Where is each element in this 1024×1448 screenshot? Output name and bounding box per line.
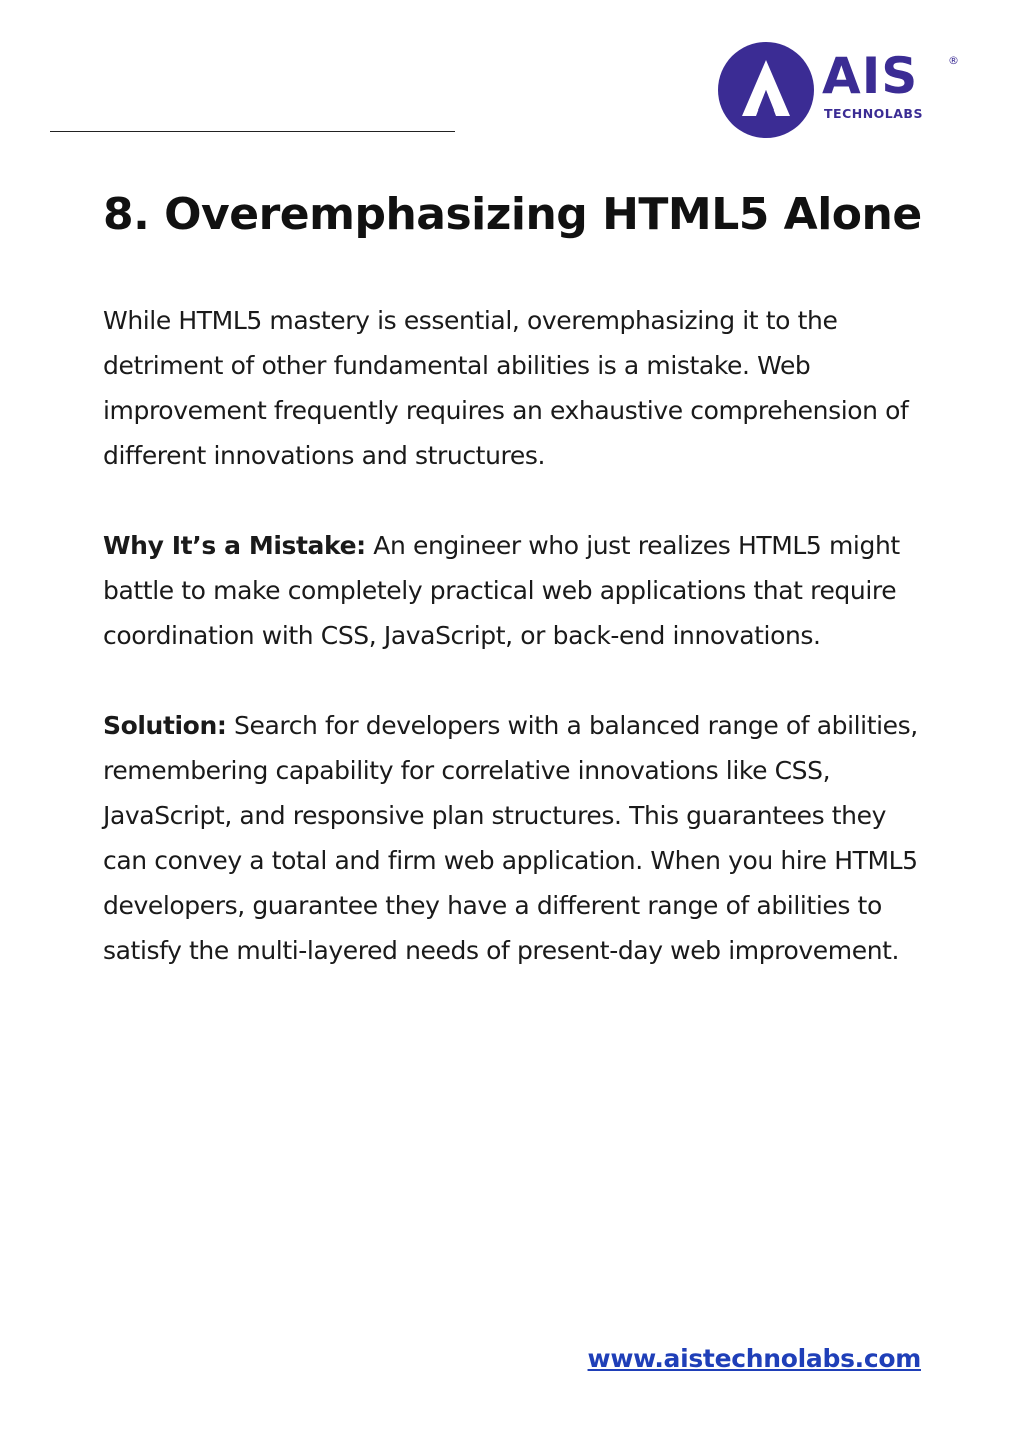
intro-paragraph: While HTML5 mastery is essential, overemphasizing it to the detriment of other fundamental abilities is a mistake. Web improvement frequently requires an exhaustive comprehension of different innovations and structures. xyxy=(103,306,909,470)
logo-emblem-icon xyxy=(716,40,816,140)
header-divider xyxy=(50,131,455,132)
website-link[interactable]: www.aistechnolabs.com xyxy=(587,1344,921,1373)
logo-wordmark: AIS xyxy=(822,47,919,105)
why-text: An engineer who just realizes HTML5 might battle to make completely practical web applications that require coordination with CSS, JavaScript, or back-end innovations. xyxy=(103,531,900,650)
logo-subtitle: TECHNOLABS xyxy=(824,106,923,121)
why-label: Why It’s a Mistake: xyxy=(103,531,366,560)
registered-mark: ® xyxy=(948,54,959,67)
solution-text: Search for developers with a balanced range of abilities, remembering capability for correlative innovations like CSS, JavaScript, and responsive plan structures. This guarantees they can convey a total and firm web application. When you hire HTML5 developers, guarantee they have a different range of abilities to satisfy the multi-layered needs of present-day web improvement. xyxy=(103,711,918,965)
section-heading: 8. Overemphasizing HTML5 Alone xyxy=(103,189,922,240)
solution-label: Solution: xyxy=(103,711,227,740)
ais-technolabs-logo xyxy=(716,40,966,140)
article-content xyxy=(103,182,933,973)
why-paragraph xyxy=(103,523,933,658)
solution-paragraph xyxy=(103,703,933,973)
